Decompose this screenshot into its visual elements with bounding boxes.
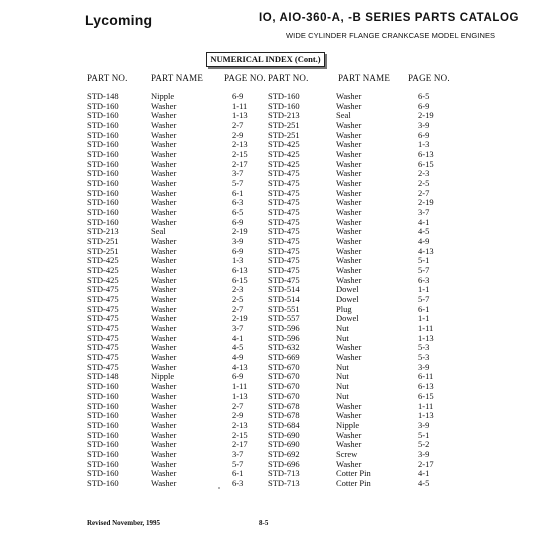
part-no-cell: STD-160	[87, 120, 119, 131]
page-no-cell: 6-15	[232, 274, 248, 285]
part-no-cell: STD-160	[87, 110, 119, 121]
page-no-cell: 6-1	[418, 303, 430, 314]
part-name-cell: Washer	[151, 284, 177, 295]
part-name-cell: Washer	[151, 477, 177, 488]
part-name-cell: Washer	[151, 207, 177, 218]
part-name-cell: Nipple	[151, 91, 175, 101]
page-no-cell: 5-1	[418, 255, 430, 266]
part-name-cell: Washer	[336, 197, 362, 208]
part-no-cell: STD-160	[87, 410, 119, 421]
part-no-cell: STD-475	[87, 294, 119, 305]
page-no-cell: 6-5	[232, 207, 244, 218]
catalog-title: IO, AIO-360-A, -B SERIES PARTS CATALOG	[259, 12, 520, 24]
page-no-cell: 2-15	[232, 149, 248, 160]
page-no-cell: 4-5	[232, 342, 244, 353]
page-no-cell: 2-3	[418, 168, 430, 179]
part-name-cell: Washer	[336, 216, 362, 227]
part-name-cell: Washer	[151, 419, 177, 430]
part-no-cell: STD-670	[268, 390, 300, 401]
page-no-cell: 1-13	[418, 410, 434, 421]
page-no-cell: 2-7	[232, 400, 244, 411]
scan-speck	[218, 487, 220, 489]
part-no-cell: STD-475	[268, 216, 300, 227]
page-no-cell: 5-7	[418, 265, 430, 276]
page-no-cell: 2-7	[232, 120, 244, 131]
page-no-cell: 2-7	[418, 187, 430, 198]
part-no-cell: STD-148	[87, 91, 119, 101]
page-number: 8-5	[259, 519, 269, 527]
part-name-cell: Washer	[151, 216, 177, 227]
part-name-cell: Washer	[151, 110, 177, 121]
part-name-cell: Washer	[336, 129, 362, 140]
part-no-cell: STD-160	[87, 429, 119, 440]
part-name-cell: Washer	[151, 313, 177, 324]
page-no-cell: 3-9	[418, 361, 430, 372]
page-no-cell: 1-1	[418, 313, 430, 324]
part-name-cell: Washer	[151, 265, 177, 276]
revision-date: Revised November, 1995	[87, 519, 161, 527]
page-no-cell: 2-17	[232, 439, 248, 450]
page-no-cell: 1-13	[232, 110, 248, 121]
page-no-cell: 3-7	[232, 323, 244, 334]
part-no-cell: STD-475	[268, 245, 300, 256]
part-no-cell: STD-475	[87, 352, 119, 363]
part-name-cell: Washer	[151, 439, 177, 450]
part-name-cell: Washer	[151, 197, 177, 208]
part-no-cell: STD-160	[87, 216, 119, 227]
page-no-cell: 5-2	[418, 439, 430, 450]
part-no-cell: STD-160	[87, 178, 119, 189]
page-no-cell: 1-13	[418, 332, 434, 343]
part-no-cell: STD-160	[87, 207, 119, 218]
brand-logo-text: Lycoming	[85, 12, 153, 28]
part-name-cell: Washer	[336, 226, 362, 237]
page-no-cell: 3-7	[418, 207, 430, 218]
part-no-cell: STD-213	[87, 226, 119, 237]
part-no-cell: STD-514	[268, 284, 300, 295]
header-part-no: PART NO.	[87, 73, 128, 83]
part-name-cell: Washer	[151, 342, 177, 353]
part-name-cell: Washer	[336, 265, 362, 276]
part-no-cell: STD-160	[87, 468, 119, 479]
page-no-cell: 4-9	[232, 352, 244, 363]
part-name-cell: Nut	[336, 332, 349, 343]
page-no-cell: 6-9	[418, 129, 430, 140]
part-no-cell: STD-251	[268, 120, 300, 131]
header-page-no: PAGE NO.	[408, 73, 450, 83]
part-name-cell: Washer	[336, 245, 362, 256]
part-name-cell: Washer	[336, 439, 362, 450]
page-no-cell: 5-3	[418, 342, 430, 353]
part-name-cell: Nut	[336, 390, 349, 401]
column-header-row	[87, 71, 266, 85]
page-no-cell: 4-9	[418, 236, 430, 247]
part-no-cell: STD-160	[87, 477, 119, 488]
part-no-cell: STD-670	[268, 371, 300, 382]
part-name-cell: Washer	[336, 178, 362, 189]
part-name-cell: Washer	[336, 255, 362, 266]
part-no-cell: STD-557	[268, 313, 300, 324]
part-no-cell: STD-475	[87, 323, 119, 334]
part-no-cell: STD-475	[87, 284, 119, 295]
part-name-cell: Screw	[336, 448, 358, 459]
page-no-cell: 6-15	[418, 158, 434, 169]
page-no-cell: 6-15	[418, 390, 434, 401]
index-column-right	[268, 71, 458, 489]
page-no-cell: 5-1	[418, 429, 430, 440]
page-no-cell: 1-11	[232, 100, 248, 111]
page-no-cell: 2-13	[232, 139, 248, 150]
page-no-cell: 6-11	[418, 371, 434, 382]
part-name-cell: Seal	[336, 110, 351, 121]
part-name-cell: Washer	[151, 361, 177, 372]
page-no-cell: 2-9	[232, 410, 244, 421]
page-no-cell: 3-9	[418, 120, 430, 131]
page-no-cell: 2-9	[232, 129, 244, 140]
catalog-subtitle: WIDE CYLINDER FLANGE CRANKCASE MODEL ENGINES	[286, 31, 496, 40]
page-no-cell: 5-7	[418, 294, 430, 305]
part-name-cell: Nipple	[151, 371, 175, 382]
page-no-cell: 2-5	[232, 294, 244, 305]
page-no-cell: 6-9	[232, 91, 244, 101]
part-name-cell: Washer	[336, 207, 362, 218]
part-name-cell: Washer	[151, 429, 177, 440]
part-name-cell: Washer	[151, 178, 177, 189]
part-name-cell: Washer	[336, 429, 362, 440]
part-no-cell: STD-475	[268, 236, 300, 247]
part-no-cell: STD-475	[268, 197, 300, 208]
part-no-cell: STD-670	[268, 361, 300, 372]
part-name-cell: Washer	[336, 236, 362, 247]
part-no-cell: STD-475	[87, 361, 119, 372]
part-no-cell: STD-160	[87, 448, 119, 459]
part-no-cell: STD-160	[87, 381, 119, 392]
page-no-cell: 2-17	[232, 158, 248, 169]
part-name-cell: Washer	[151, 158, 177, 169]
part-no-cell: STD-475	[268, 255, 300, 266]
part-no-cell: STD-160	[87, 100, 119, 111]
page-no-cell: 2-19	[232, 313, 248, 324]
part-name-cell: Washer	[151, 274, 177, 285]
part-name-cell: Washer	[151, 255, 177, 266]
part-no-cell: STD-475	[87, 332, 119, 343]
part-name-cell: Nut	[336, 361, 349, 372]
page-no-cell: 6-13	[418, 149, 434, 160]
part-name-cell: Washer	[151, 323, 177, 334]
page-no-cell: 4-1	[418, 216, 430, 227]
part-no-cell: STD-160	[87, 158, 119, 169]
part-name-cell: Nut	[336, 381, 349, 392]
part-no-cell: STD-669	[268, 352, 300, 363]
part-name-cell: Washer	[336, 400, 362, 411]
part-no-cell: STD-632	[268, 342, 300, 353]
part-no-cell: STD-684	[268, 419, 300, 430]
page-no-cell: 6-9	[418, 100, 430, 111]
part-name-cell: Washer	[336, 458, 362, 469]
part-no-cell: STD-251	[87, 236, 119, 247]
part-no-cell: STD-160	[87, 139, 119, 150]
header-part-no: PART NO.	[268, 73, 309, 83]
part-no-cell: STD-475	[87, 342, 119, 353]
part-no-cell: STD-160	[87, 187, 119, 198]
part-name-cell: Washer	[151, 100, 177, 111]
part-no-cell: STD-713	[268, 477, 300, 488]
page-no-cell: 3-9	[418, 419, 430, 430]
part-no-cell: STD-251	[268, 129, 300, 140]
part-name-cell: Washer	[336, 352, 362, 363]
part-name-cell: Washer	[336, 187, 362, 198]
page-no-cell: 4-13	[418, 245, 434, 256]
part-name-cell: Washer	[336, 168, 362, 179]
part-no-cell: STD-251	[87, 245, 119, 256]
page-no-cell: 6-13	[232, 265, 248, 276]
part-no-cell: STD-160	[268, 91, 300, 101]
page-no-cell: 4-13	[232, 361, 248, 372]
part-no-cell: STD-475	[268, 178, 300, 189]
part-name-cell: Dowel	[336, 313, 359, 324]
page-no-cell: 1-3	[418, 139, 430, 150]
page-no-cell: 3-7	[232, 448, 244, 459]
part-no-cell: STD-551	[268, 303, 300, 314]
page-no-cell: 3-9	[418, 448, 430, 459]
page-no-cell: 6-5	[418, 91, 430, 101]
part-no-cell: STD-148	[87, 371, 119, 382]
part-name-cell: Cotter Pin	[336, 477, 371, 488]
part-name-cell: Cotter Pin	[336, 468, 371, 479]
page-no-cell: 6-1	[232, 187, 244, 198]
part-name-cell: Washer	[336, 120, 362, 131]
part-name-cell: Dowel	[336, 284, 359, 295]
index-row	[268, 479, 458, 489]
page-no-cell: 6-1	[232, 468, 244, 479]
part-no-cell: STD-160	[268, 100, 300, 111]
page-no-cell: 5-3	[418, 352, 430, 363]
part-name-cell: Washer	[336, 342, 362, 353]
header-part-name: PART NAME	[151, 73, 204, 83]
part-name-cell: Washer	[336, 149, 362, 160]
page-no-cell: 2-3	[232, 284, 244, 295]
part-name-cell: Nut	[336, 323, 349, 334]
page-no-cell: 4-5	[418, 477, 430, 488]
page-no-cell: 4-1	[232, 332, 244, 343]
part-no-cell: STD-160	[87, 168, 119, 179]
part-no-cell: STD-160	[87, 439, 119, 450]
page-no-cell: 2-17	[418, 458, 434, 469]
part-no-cell: STD-475	[268, 187, 300, 198]
page-no-cell: 2-5	[418, 178, 430, 189]
page-no-cell: 1-11	[418, 400, 434, 411]
page-no-cell: 6-9	[232, 216, 244, 227]
part-name-cell: Washer	[151, 468, 177, 479]
part-name-cell: Washer	[151, 303, 177, 314]
page-no-cell: 6-9	[232, 371, 244, 382]
part-name-cell: Washer	[151, 149, 177, 160]
part-no-cell: STD-690	[268, 439, 300, 450]
index-list-left	[87, 92, 262, 489]
part-no-cell: STD-475	[268, 226, 300, 237]
page-no-cell: 1-3	[232, 255, 244, 266]
part-no-cell: STD-596	[268, 332, 300, 343]
part-name-cell: Washer	[151, 332, 177, 343]
page-no-cell: 6-3	[232, 477, 244, 488]
part-no-cell: STD-678	[268, 410, 300, 421]
part-no-cell: STD-475	[268, 265, 300, 276]
part-name-cell: Washer	[336, 139, 362, 150]
part-name-cell: Washer	[151, 187, 177, 198]
page-no-cell: 2-7	[232, 303, 244, 314]
part-name-cell: Washer	[151, 294, 177, 305]
part-no-cell: STD-160	[87, 458, 119, 469]
part-no-cell: STD-692	[268, 448, 300, 459]
part-no-cell: STD-160	[87, 197, 119, 208]
part-name-cell: Nut	[336, 371, 349, 382]
part-name-cell: Nipple	[336, 419, 360, 430]
part-no-cell: STD-690	[268, 429, 300, 440]
part-no-cell: STD-475	[268, 274, 300, 285]
part-no-cell: STD-425	[87, 265, 119, 276]
page-no-cell: 2-13	[232, 419, 248, 430]
part-name-cell: Washer	[336, 158, 362, 169]
part-name-cell: Washer	[151, 390, 177, 401]
page-no-cell: 6-9	[232, 245, 244, 256]
part-name-cell: Seal	[151, 226, 166, 237]
part-name-cell: Washer	[336, 274, 362, 285]
page-no-cell: 4-1	[418, 468, 430, 479]
part-name-cell: Washer	[336, 410, 362, 421]
page-no-cell: 2-19	[418, 110, 434, 121]
part-name-cell: Washer	[151, 381, 177, 392]
part-no-cell: STD-425	[268, 149, 300, 160]
part-name-cell: Washer	[151, 139, 177, 150]
page-no-cell: 3-9	[232, 236, 244, 247]
page-no-cell: 6-3	[232, 197, 244, 208]
part-no-cell: STD-160	[87, 129, 119, 140]
part-name-cell: Dowel	[336, 294, 359, 305]
part-name-cell: Washer	[151, 245, 177, 256]
part-no-cell: STD-160	[87, 419, 119, 430]
part-name-cell: Washer	[151, 458, 177, 469]
part-no-cell: STD-475	[87, 303, 119, 314]
page-no-cell: 1-11	[418, 323, 434, 334]
part-no-cell: STD-425	[87, 274, 119, 285]
part-name-cell: Washer	[151, 236, 177, 247]
index-column-left	[87, 71, 266, 489]
part-no-cell: STD-475	[268, 207, 300, 218]
section-title: NUMERICAL INDEX (Cont.)	[206, 52, 325, 67]
part-no-cell: STD-670	[268, 381, 300, 392]
part-no-cell: STD-160	[87, 400, 119, 411]
part-no-cell: STD-425	[268, 158, 300, 169]
page-no-cell: 6-13	[418, 381, 434, 392]
part-no-cell: STD-213	[268, 110, 300, 121]
part-name-cell: Washer	[151, 168, 177, 179]
column-header-row	[268, 71, 458, 85]
index-list-right	[268, 92, 458, 489]
part-name-cell: Washer	[151, 120, 177, 131]
part-no-cell: STD-160	[87, 149, 119, 160]
part-name-cell: Washer	[151, 352, 177, 363]
part-no-cell: STD-425	[268, 139, 300, 150]
part-no-cell: STD-596	[268, 323, 300, 334]
part-no-cell: STD-475	[268, 168, 300, 179]
part-no-cell: STD-696	[268, 458, 300, 469]
index-row	[87, 479, 262, 489]
part-no-cell: STD-514	[268, 294, 300, 305]
part-name-cell: Washer	[151, 410, 177, 421]
page-no-cell: 3-7	[232, 168, 244, 179]
page-no-cell: 2-19	[418, 197, 434, 208]
page-no-cell: 6-3	[418, 274, 430, 285]
part-name-cell: Washer	[151, 129, 177, 140]
page-no-cell: 2-15	[232, 429, 248, 440]
page-no-cell: 1-11	[232, 381, 248, 392]
part-name-cell: Plug	[336, 303, 352, 314]
part-name-cell: Washer	[151, 448, 177, 459]
part-no-cell: STD-678	[268, 400, 300, 411]
part-no-cell: STD-425	[87, 255, 119, 266]
page-no-cell: 4-5	[418, 226, 430, 237]
part-name-cell: Washer	[151, 400, 177, 411]
page-no-cell: 2-19	[232, 226, 248, 237]
page-no-cell: 1-1	[418, 284, 430, 295]
header-page-no: PAGE NO.	[224, 73, 266, 83]
page-no-cell: 1-13	[232, 390, 248, 401]
header-part-name: PART NAME	[338, 73, 391, 83]
page-no-cell: 5-7	[232, 178, 244, 189]
page-no-cell: 5-7	[232, 458, 244, 469]
part-name-cell: Washer	[336, 91, 362, 101]
part-no-cell: STD-475	[87, 313, 119, 324]
part-no-cell: STD-713	[268, 468, 300, 479]
part-name-cell: Washer	[336, 100, 362, 111]
part-no-cell: STD-160	[87, 390, 119, 401]
